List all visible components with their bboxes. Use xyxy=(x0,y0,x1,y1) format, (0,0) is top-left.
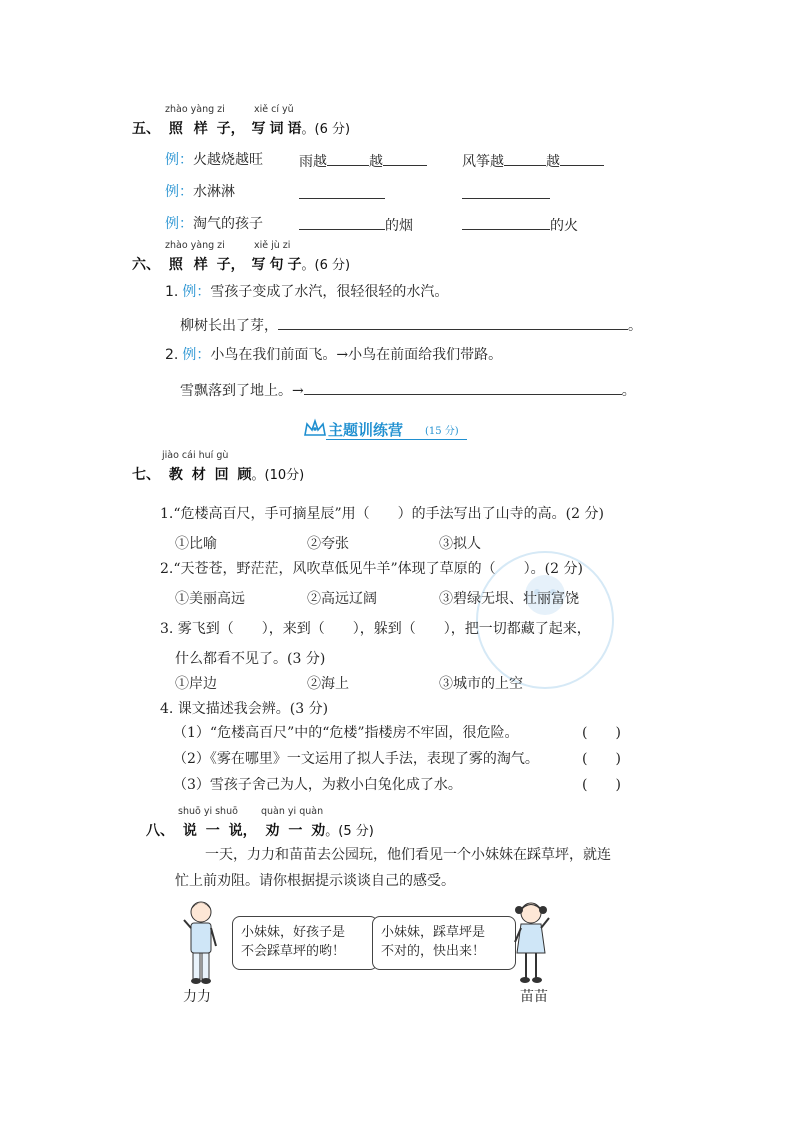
option[interactable]: ②夸张 xyxy=(307,536,349,552)
q2-example: 2. 例：小鸟在我们前面飞。→小鸟在前面给我们带路。 xyxy=(165,347,503,363)
pinyin-shuoyishuo: shuō yi shuō xyxy=(178,806,238,817)
scenario-text: 忙上前劝阻。请你根据提示谈谈自己的感受。 xyxy=(175,873,455,889)
example-label: 例： xyxy=(165,152,193,168)
banner-title: 主题训练营 xyxy=(328,421,404,439)
pinyin-quanyiquan: quàn yi quàn xyxy=(261,806,324,817)
section8-title: 八、 说 一 说， 劝 一 劝。(5 分) xyxy=(146,823,374,839)
section5-title: 五、 照 样 子， 写 词 语。(6 分) xyxy=(132,121,351,137)
answer-line[interactable] xyxy=(304,380,622,395)
example-word: 火越烧越旺 xyxy=(193,152,263,168)
example-label: 例： xyxy=(165,184,193,200)
pinyin-jiaocaihuigu: jiào cái huí gù xyxy=(162,450,229,461)
judge-item: （2）《雾在哪里》一文运用了拟人手法，表现了雾的淘气。 xyxy=(173,751,539,767)
answer-blank[interactable] xyxy=(299,215,385,230)
answer-line[interactable] xyxy=(278,315,628,330)
example-word: 淘气的孩子 xyxy=(193,216,263,232)
judge-paren[interactable]: ( ) xyxy=(582,751,621,767)
speech-bubble-right: 小妹妹，踩草坪是 不对的，快出来！ xyxy=(372,916,516,970)
example-label: 例： xyxy=(165,216,193,232)
judge-item: （3）雪孩子舍己为人，为救小白兔化成了水。 xyxy=(173,777,462,793)
option[interactable]: ①比喻 xyxy=(175,536,217,552)
option[interactable]: ②高远辽阔 xyxy=(307,591,377,607)
fill-word: 雨越 越 xyxy=(299,151,427,171)
judge-item: （1）“危楼高百尺”中的“危楼”指楼房不牢固，很危险。 xyxy=(173,725,519,741)
pinyin-xiecyu: xiě cí yǔ xyxy=(254,104,294,115)
scenario-text: 一天，力力和苗苗去公园玩，他们看见一个小妹妹在踩草坪，就连 xyxy=(205,847,611,863)
q7-3-cont: 什么都看不见了。(3 分) xyxy=(175,651,326,667)
banner-underline xyxy=(326,439,467,440)
boy-lili-illustration xyxy=(180,898,222,986)
answer-blank[interactable] xyxy=(462,184,550,199)
q7-3: 3. 雾飞到（ ），来到（ ），躲到（ ），把一切都藏了起来， xyxy=(160,621,591,637)
fill-word: 风筝越 越 xyxy=(462,151,604,171)
q7-1: 1.“危楼高百尺，手可摘星辰”用（ ）的手法写出了山寺的高。(2 分) xyxy=(160,506,604,522)
answer-blank[interactable] xyxy=(299,184,385,199)
fill-word: 的火 xyxy=(462,215,578,235)
q1-example: 1. 例：雪孩子变成了水汽，很轻很轻的水汽。 xyxy=(165,284,449,300)
judge-paren[interactable]: ( ) xyxy=(582,725,621,741)
option[interactable]: ②海上 xyxy=(307,676,349,692)
answer-blank[interactable] xyxy=(504,151,546,166)
option[interactable]: ①美丽高远 xyxy=(175,591,245,607)
judge-paren[interactable]: ( ) xyxy=(582,777,621,793)
crown-icon xyxy=(302,418,328,440)
example-word: 水淋淋 xyxy=(193,184,235,200)
q1-answer: 柳树长出了芽， 。 xyxy=(180,315,642,335)
option[interactable]: ③拟人 xyxy=(439,536,481,552)
option[interactable]: ③城市的上空 xyxy=(439,676,523,692)
section6-title: 六、 照 样 子， 写 句 子。(6 分) xyxy=(132,257,351,273)
answer-blank[interactable] xyxy=(327,151,369,166)
q2-answer: 雪飘落到了地上。→ 。 xyxy=(180,380,636,400)
answer-blank[interactable] xyxy=(462,215,550,230)
option[interactable]: ③碧绿无垠、壮丽富饶 xyxy=(439,591,579,607)
pinyin-zhaoyangzi: zhào yàng zi xyxy=(165,240,225,251)
q7-4: 4. 课文描述我会辨。(3 分) xyxy=(160,701,329,717)
girl-miaomiao-illustration xyxy=(508,898,554,986)
speech-bubble-left: 小妹妹，好孩子是 不会踩草坪的哟！ xyxy=(232,916,378,970)
answer-blank[interactable] xyxy=(560,151,604,166)
name-miaomiao: 苗苗 xyxy=(520,989,548,1005)
banner-score: (15 分) xyxy=(425,426,459,437)
name-lili: 力力 xyxy=(183,989,211,1005)
fill-word: 的烟 xyxy=(299,215,413,235)
theme-banner xyxy=(302,418,467,440)
option[interactable]: ①岸边 xyxy=(175,676,217,692)
section7-title: 七、 教 材 回 顾。(10分) xyxy=(132,467,305,483)
pinyin-xiejuzi: xiě jù zi xyxy=(254,240,291,251)
q7-2: 2.“天苍苍，野茫茫，风吹草低见牛羊”体现了草原的（ ）。(2 分) xyxy=(160,561,583,577)
answer-blank[interactable] xyxy=(383,151,427,166)
pinyin-zhaoyangzi: zhào yàng zi xyxy=(165,104,225,115)
